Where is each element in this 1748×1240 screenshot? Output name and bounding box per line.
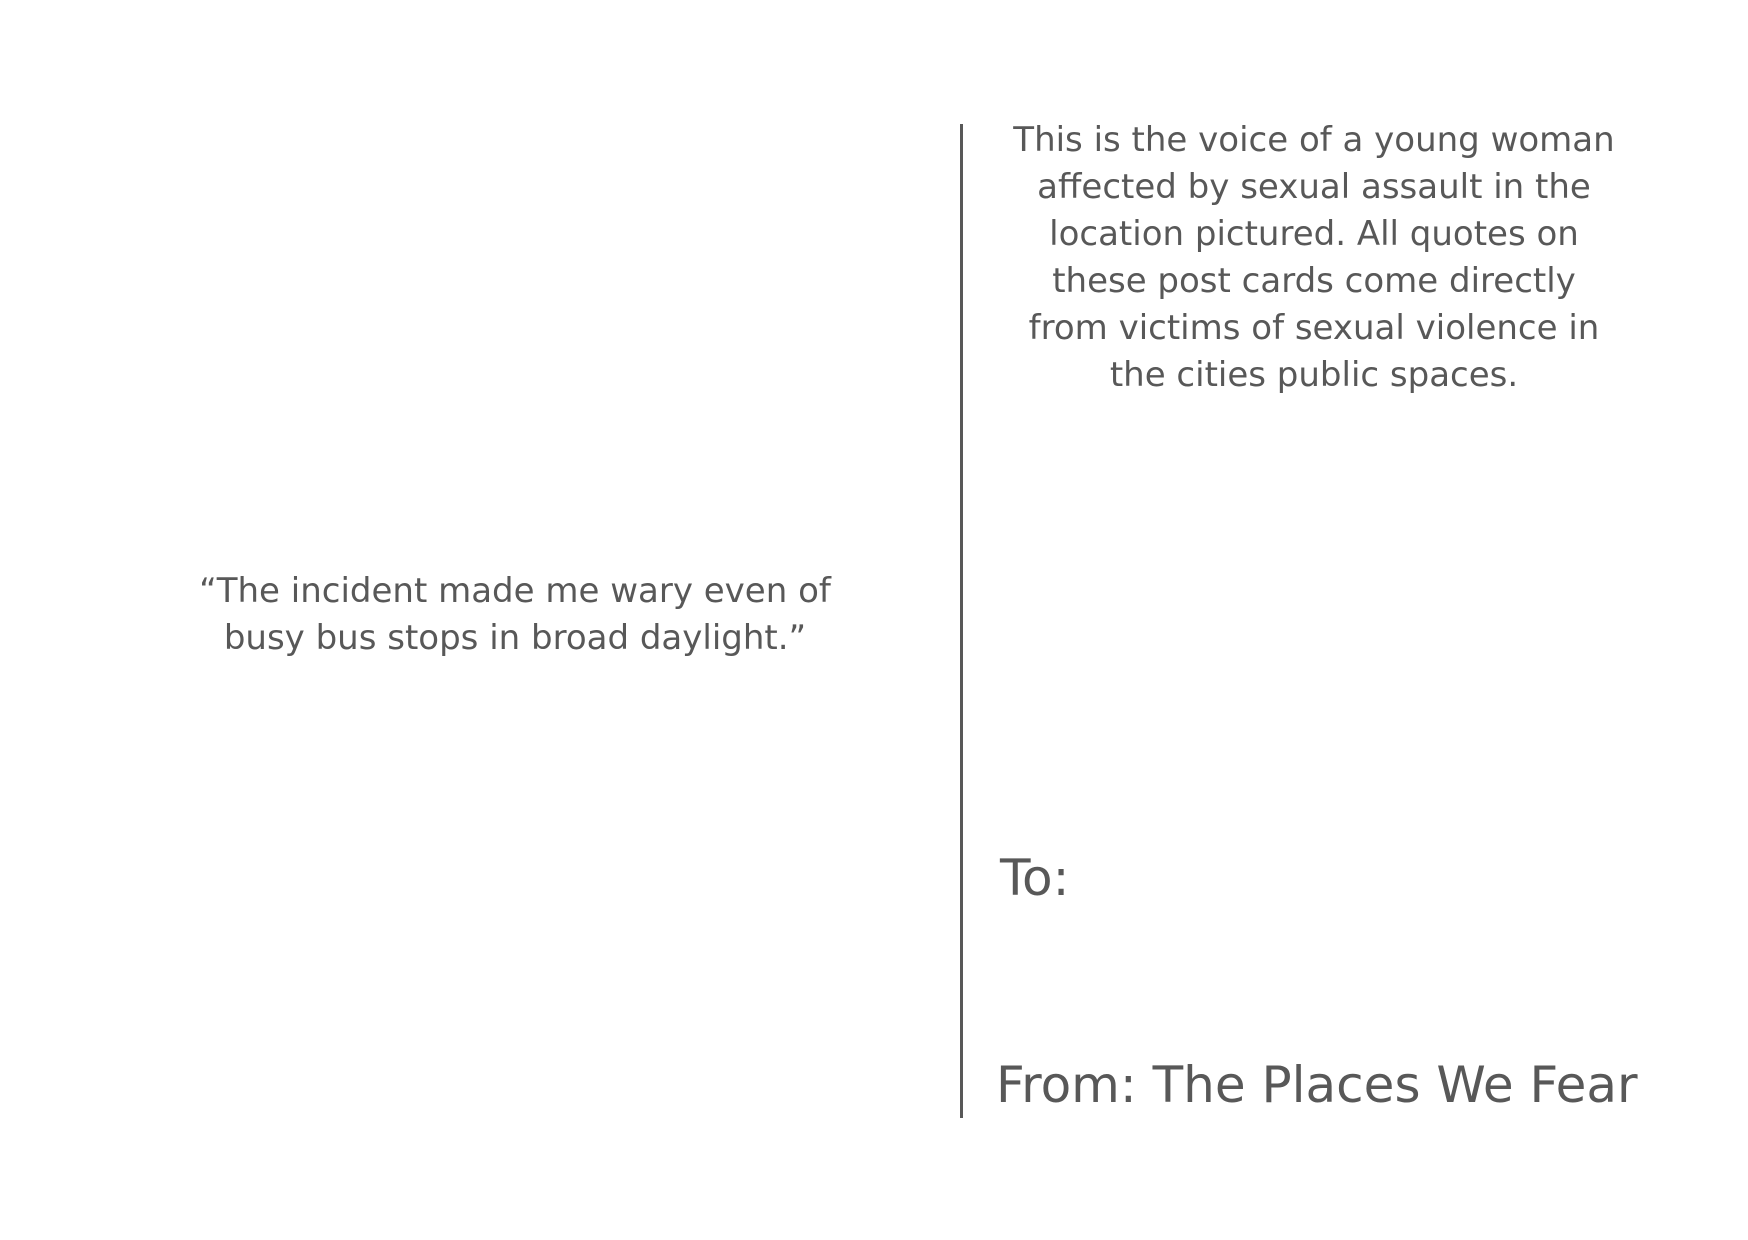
statement-line: the cities public spaces. [1109,355,1519,395]
statement-line: these post cards come directly [1052,261,1576,301]
quote-line: busy bus stops in broad daylight.” [223,618,807,658]
statement-line: from victims of sexual violence in [1028,308,1600,348]
statement-line: location pictured. All quotes on [1049,214,1579,254]
statement-line: affected by sexual assault in the [1037,167,1591,207]
quote-line: “The incident made me wary even of [199,571,831,611]
to-address-label: To: [1000,849,1070,907]
project-statement [994,117,1634,399]
postcard-divider [960,124,963,1118]
statement-line: This is the voice of a young woman [1013,120,1615,160]
victim-quote [100,568,930,662]
from-address-label: From: The Places We Fear [996,1056,1638,1114]
